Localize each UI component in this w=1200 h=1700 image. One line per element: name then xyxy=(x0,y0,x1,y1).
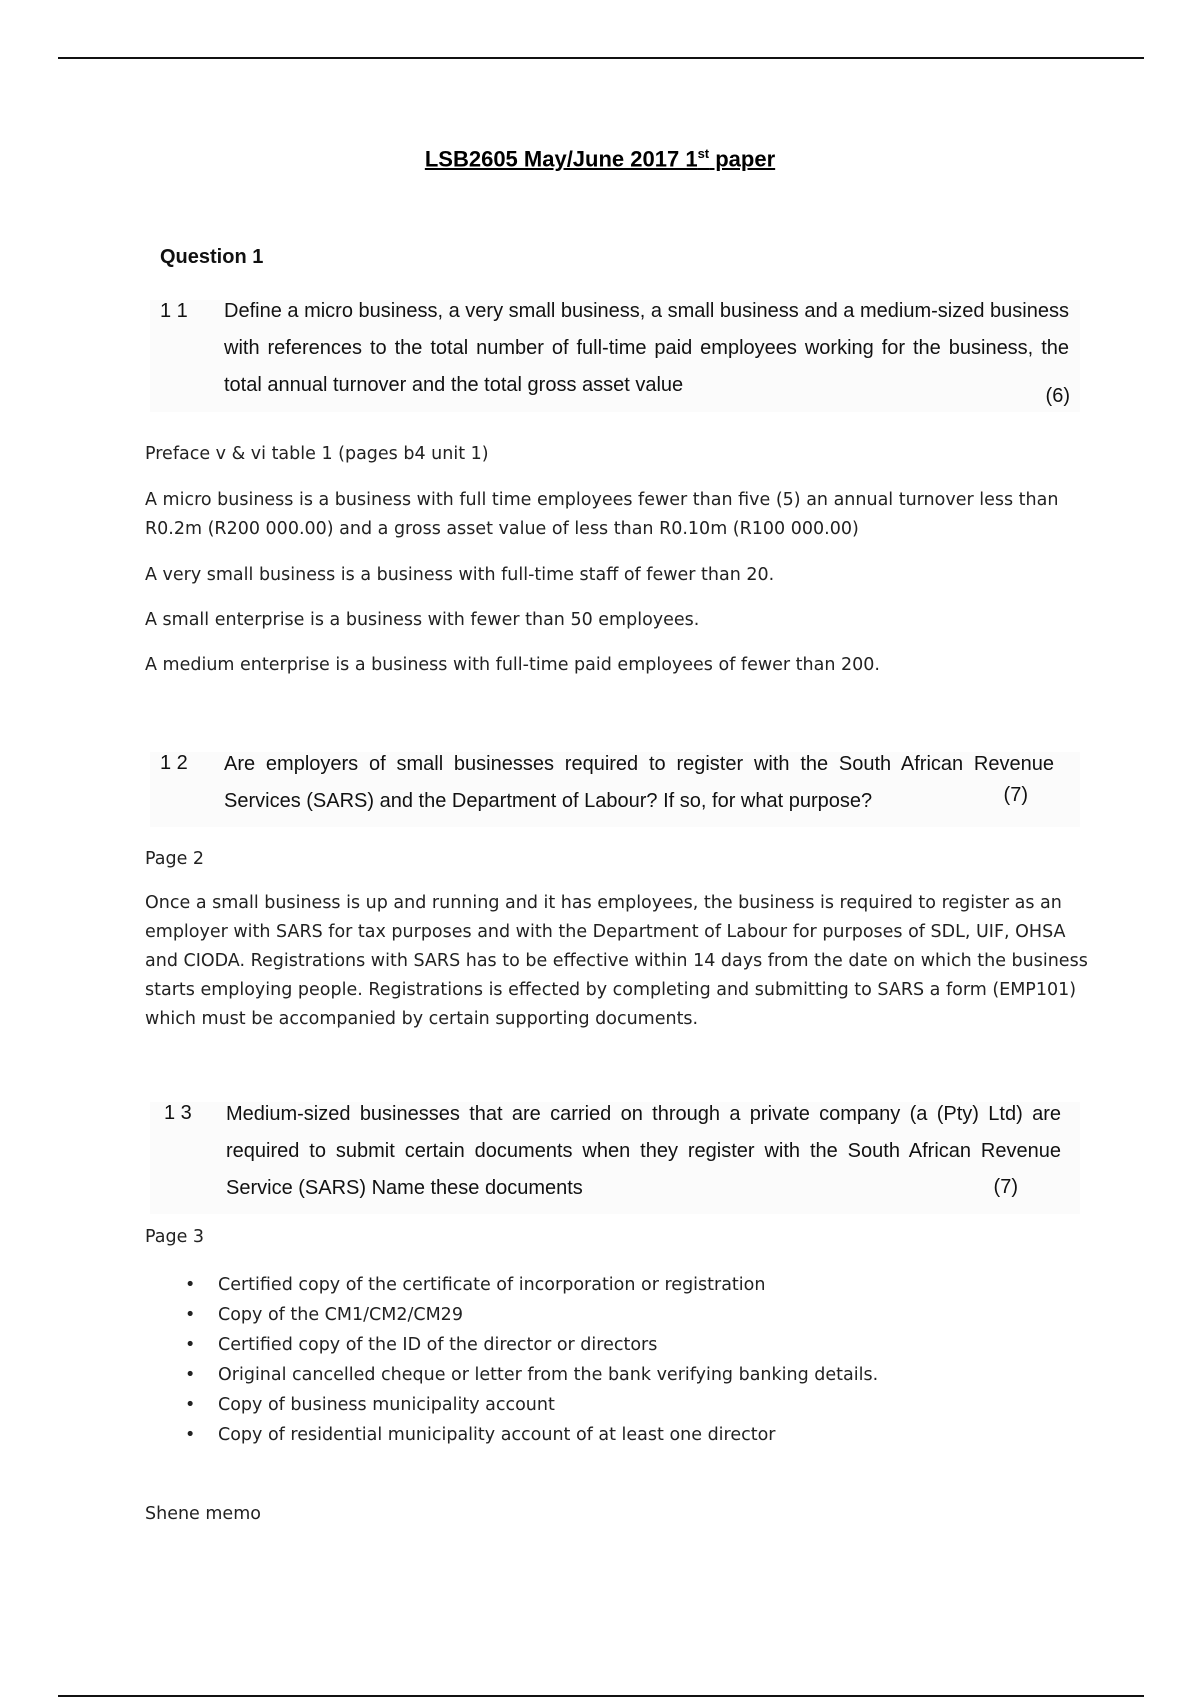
answer-1-1 xyxy=(145,440,1090,680)
list-item: • Original cancelled cheque or letter from the bank verifying banking details. xyxy=(180,1360,878,1390)
answer-reference: Page 2 xyxy=(145,849,205,869)
question-1-3 xyxy=(150,1102,1080,1214)
list-item: • Certified copy of the certificate of incorporation or registration xyxy=(180,1270,878,1300)
answer-1-3-reference: Page 3 xyxy=(145,1227,205,1247)
list-item: • Copy of business municipality account xyxy=(180,1390,878,1420)
question-text: Are employers of small businesses required to register with the South African Revenue Services (SARS) and the Department of Labour? If so, for what purpose? xyxy=(224,753,1054,812)
answer-reference: Preface v & vi table 1 (pages b4 unit 1) xyxy=(145,444,489,464)
question-1-1 xyxy=(150,300,1080,412)
top-rule xyxy=(58,57,1144,59)
answer-1-2 xyxy=(145,845,1090,1034)
page-title: LSB2605 May/June 2017 1st paper xyxy=(424,146,776,172)
question-number: 1 2 xyxy=(160,752,188,774)
list-item: • Copy of the CM1/CM2/CM29 xyxy=(180,1300,878,1330)
bullet: • xyxy=(185,1305,196,1325)
question-number: 1 3 xyxy=(164,1102,192,1124)
question-text: Medium-sized businesses that are carried on through a private company (a (Pty) Ltd) are required to submit certain documents when they register with the South African Revenue Service (SARS) Name these documents xyxy=(226,1103,1061,1199)
bullet: • xyxy=(185,1335,196,1355)
question-text: Define a micro business, a very small business, a small business and a medium-sized business with references to the total number of full-time paid employees working for the business, the total annual turnover and the total gross asset value xyxy=(224,300,1069,396)
answer-medium: A medium enterprise is a business with full-time paid employees of fewer than 200. xyxy=(145,655,880,675)
documents-list xyxy=(180,1270,878,1450)
answer-very-small: A very small business is a business with full-time staff of fewer than 20. xyxy=(145,565,775,585)
question-number: 1 1 xyxy=(160,300,188,322)
bullet: • xyxy=(185,1395,196,1415)
answer-micro: A micro business is a business with full time employees fewer than five (5) an annual turnover less than R0.2m (R200 000.00) and a gross asset value of less than R0.10m (R100 000.00) xyxy=(145,490,1059,539)
bullet: • xyxy=(185,1365,196,1385)
answer-small: A small enterprise is a business with fewer than 50 employees. xyxy=(145,610,700,630)
question-marks: (7) xyxy=(993,1176,1018,1198)
bottom-rule xyxy=(58,1695,1144,1697)
question-heading: Question 1 xyxy=(160,246,264,268)
footer-note: Shene memo xyxy=(145,1504,261,1524)
list-item: • Copy of residential municipality account of at least one director xyxy=(180,1420,878,1450)
bullet: • xyxy=(185,1275,196,1295)
question-marks: (7) xyxy=(1003,784,1028,806)
question-marks: (6) xyxy=(1045,385,1070,407)
bullet: • xyxy=(185,1425,196,1445)
list-item: • Certified copy of the ID of the director or directors xyxy=(180,1330,878,1360)
question-1-2 xyxy=(150,752,1080,827)
answer-body: Once a small business is up and running and it has employees, the business is required to register as an employer with SARS for tax purposes and with the Department of Labour for purposes of SDL, UIF, OHSA and CIODA. Registrations with SARS has to be effective within 14 days from the date on which the business starts employing people. Registrations is effected by completing and submitting to SARS a form (EMP101) which must be accompanied by certain supporting documents. xyxy=(145,893,1088,1029)
